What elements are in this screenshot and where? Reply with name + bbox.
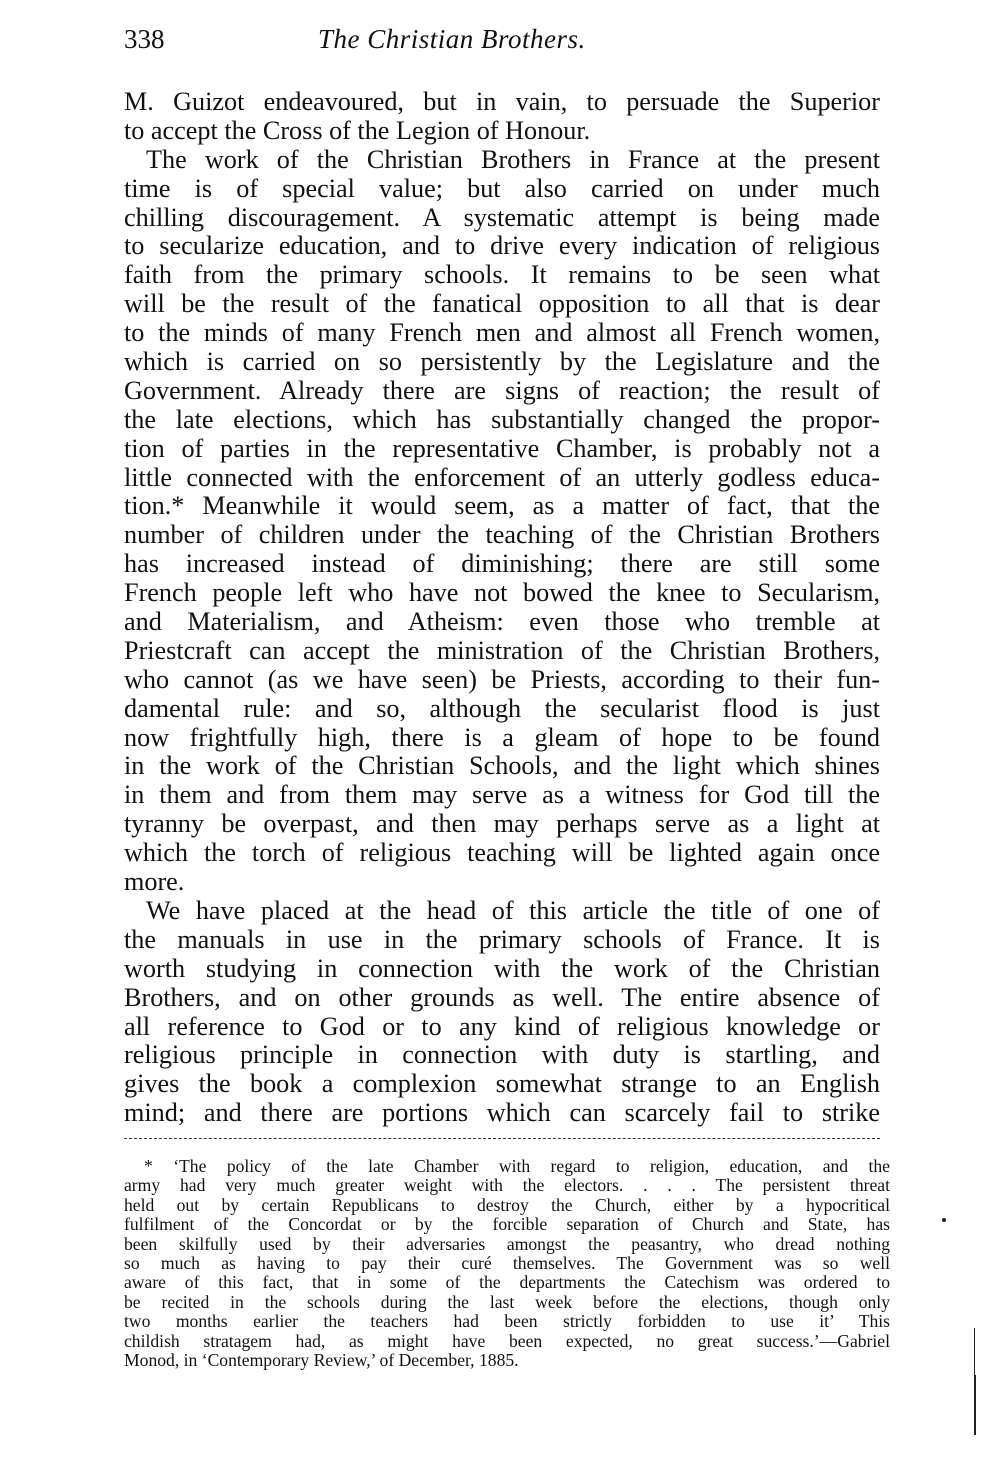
text-line: more. [124,867,185,897]
scan-edge-mark [974,1375,976,1435]
footnote-line: * ‘The policy of the late Chamber with regard to religion, education, and the [144,1156,890,1176]
text-line: tyranny be overpast, and then may perhaps serve as a light at [124,809,880,839]
text-line: to the minds of many French men and almost all French women, [124,318,880,348]
footnote-line: held out by certain Republicans to destroy the Church, either by a hypocritical [124,1194,890,1215]
text-line: French people left who have not bowed the knee to Secularism, [124,578,880,608]
footnote-line: fulfilment of the Concordat or by the forcible separation of Church and State, has [124,1214,890,1235]
text-line: in them and from them may serve as a witness for God till the [124,780,880,810]
text-line: has increased instead of diminishing; there are still some [124,549,880,579]
text-line: number of children under the teaching of the Christian Brothers [124,520,880,550]
text-line: Brothers, and on other grounds as well. The entire absence of [124,982,880,1012]
page-header [124,24,880,64]
text-line: We have placed at the head of this article the title of one of [146,895,880,925]
text-line: worth studying in connection with the work of the Christian [124,953,880,983]
text-line: which is carried on so persistently by the Legislature and the [124,347,880,377]
text-line: damental rule: and so, although the secularist flood is just [124,693,880,723]
text-line: mind; and there are portions which can scarcely fail to strike [124,1098,880,1128]
text-line: gives the book a complexion somewhat strange to an English [124,1069,880,1099]
text-line: tion.* Meanwhile it would seem, as a matter of fact, that the [124,491,880,521]
text-line: Government. Already there are signs of reaction; the result of [124,375,880,405]
text-line: and Materialism, and Atheism: even those who tremble at [124,607,880,637]
footnote-line: so much as having to pay their curé themselves. The Government was so well [124,1252,890,1273]
text-line: the late elections, which has substantially changed the propor- [124,404,880,434]
text-line: M. Guizot endeavoured, but in vain, to persuade the Superior [124,87,880,116]
text-line: in the work of the Christian Schools, and the light which shines [124,751,880,781]
text-line: chilling discouragement. A systematic attempt is being made [124,202,880,232]
footnote-line: Monod, in ‘Contemporary Review,’ of December, 1885. [124,1349,519,1370]
text-line: little connected with the enforcement of an utterly godless educa- [124,462,880,492]
text-line: tion of parties in the representative Chamber, is probably not a [124,433,880,463]
footnote-line: two months earlier the teachers had been strictly forbidden to use it’ This [124,1311,890,1332]
footnote [124,1157,890,1370]
text-line: which the torch of religious teaching will be lighted again once [124,838,880,868]
text-line: to secularize education, and to drive every indication of religious [124,231,880,261]
text-line: faith from the primary schools. It remains to be seen what [124,260,880,290]
text-line: Priestcraft can accept the ministration of the Christian Brothers, [124,635,880,665]
text-line: will be the result of the fanatical opposition to all that is dear [124,289,880,319]
footnote-line: aware of this fact, that in some of the departments the Catechism was ordered to [124,1272,890,1293]
text-line: who cannot (as we have seen) be Priests, according to their fun- [124,664,880,694]
running-title: The Christian Brothers. [318,24,586,54]
footnote-line: be recited in the schools during the last week before the elections, though only [124,1291,890,1312]
scan-edge-mark [974,1328,975,1378]
text-line: all reference to God or to any kind of religious knowledge or [124,1011,880,1041]
page-number: 338 [124,24,165,54]
footnote-line: army had very much greater weight with the electors. . . . The persistent threat [124,1175,890,1196]
scan-speck [942,1218,946,1222]
text-line: the manuals in use in the primary schools of France. It is [124,924,880,954]
text-line: religious principle in connection with duty is startling, and [124,1040,880,1070]
body-text [124,88,880,1128]
text-line: to accept the Cross of the Legion of Honour. [124,115,591,145]
footnote-line: been skilfully used by their adversaries amongst the peasantry, who dread nothing [124,1233,890,1254]
footnote-line: childish stratagem had, as might have been expected, no great success.’—Gabriel [124,1330,890,1351]
text-line: The work of the Christian Brothers in France at the present [146,144,880,174]
text-line: time is of special value; but also carried on under much [124,173,880,203]
text-line: now frightfully high, there is a gleam of hope to be found [124,722,880,752]
footnote-divider [124,1138,880,1139]
